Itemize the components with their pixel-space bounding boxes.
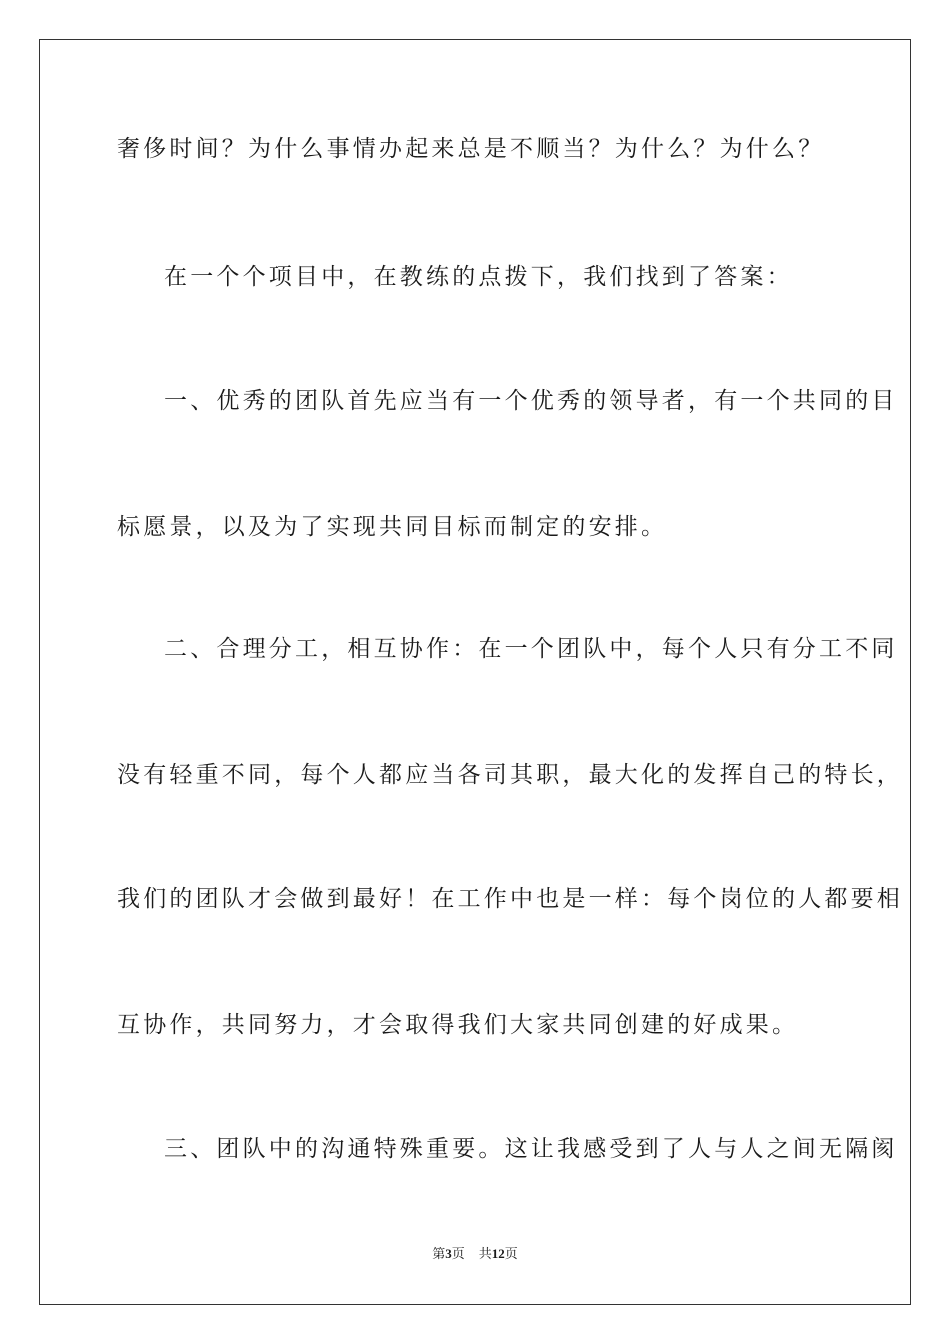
footer-page-number: 3	[445, 1246, 452, 1261]
paragraph-line-9: 三、团队中的沟通特殊重要。这让我感受到了人与人之间无隔阂	[164, 1136, 898, 1162]
footer-total-suffix: 页	[504, 1247, 518, 1262]
paragraph-line-6: 没有轻重不同，每个人都应当各司其职，最大化的发挥自己的特长，	[117, 762, 903, 788]
footer-total-pages: 12	[491, 1246, 505, 1261]
page-footer	[0, 1244, 950, 1265]
paragraph-line-7: 我们的团队才会做到最好！在工作中也是一样：每个岗位的人都要相	[117, 886, 903, 912]
footer-total-prefix: 共	[478, 1247, 492, 1262]
paragraph-line-4: 标愿景，以及为了实现共同目标而制定的安排。	[117, 514, 668, 540]
page-border	[39, 39, 911, 1305]
paragraph-line-8: 互协作，共同努力，才会取得我们大家共同创建的好成果。	[117, 1012, 799, 1038]
paragraph-line-1: 奢侈时间？为什么事情办起来总是不顺当？为什么？为什么？	[117, 136, 825, 162]
paragraph-line-2: 在一个个项目中，在教练的点拨下，我们找到了答案：	[164, 264, 793, 290]
paragraph-line-5: 二、合理分工，相互协作：在一个团队中，每个人只有分工不同	[164, 636, 898, 662]
footer-page-prefix: 第	[432, 1247, 446, 1262]
footer-page-suffix: 页	[451, 1247, 465, 1262]
paragraph-line-3: 一、优秀的团队首先应当有一个优秀的领导者，有一个共同的目	[164, 388, 898, 414]
